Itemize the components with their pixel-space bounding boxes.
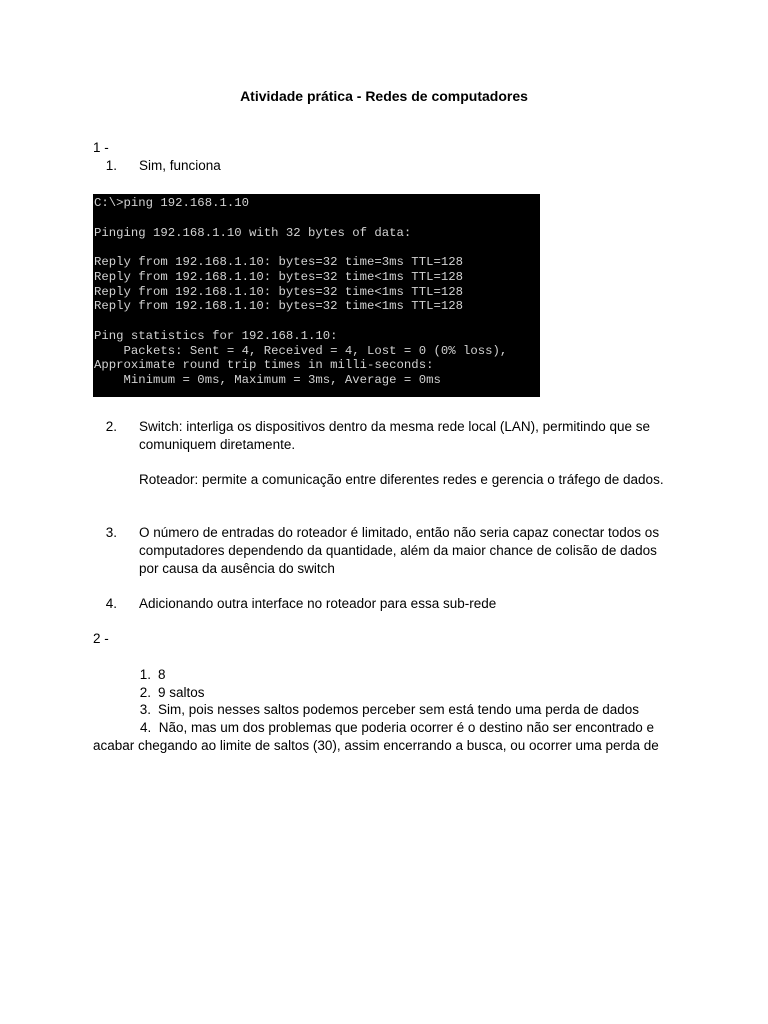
ping-console-screenshot [93, 194, 540, 397]
console-line: Reply from 192.168.1.10: bytes=32 time=3ms TTL=128 [94, 255, 463, 269]
console-line: Approximate round trip times in milli-seconds: [94, 358, 434, 372]
console-line: Minimum = 0ms, Maximum = 3ms, Average = 0ms [94, 373, 441, 387]
list-item-text: Roteador: permite a comunicação entre diferentes redes e gerencia o tráfego de dados. [139, 472, 664, 487]
console-line: Ping statistics for 192.168.1.10: [94, 329, 338, 343]
console-line: C:\>ping 192.168.1.10 [94, 196, 249, 210]
list-item-number: 4. [105, 596, 117, 611]
document-title: Atividade prática - Redes de computadores [240, 88, 528, 104]
console-line: Packets: Sent = 4, Received = 4, Lost = 0 (0% loss), [94, 344, 508, 358]
console-line: Reply from 192.168.1.10: bytes=32 time<1ms TTL=128 [94, 299, 463, 313]
section-1-label: 1 - [93, 140, 109, 155]
list-item-text: Sim, pois nesses saltos podemos perceber sem está tendo uma perda de dados [158, 702, 640, 717]
list-item-text: O número de entradas do roteador é limitado, então não seria capaz conectar todos os computadores dependendo da quantidade, além da maior chance de colisão de dados por causa da ausência do switch [139, 525, 660, 576]
console-line: Pinging 192.168.1.10 with 32 bytes of data: [94, 226, 412, 240]
list-item-text: Adicionando outra interface no roteador para essa sub-rede [139, 596, 497, 611]
list-item-number: 3. [139, 702, 151, 717]
list-item-number: 3. [105, 525, 117, 540]
list-item-text: 9 saltos [158, 685, 205, 700]
console-line: Reply from 192.168.1.10: bytes=32 time<1ms TTL=128 [94, 285, 463, 299]
list-item-number: 1. [139, 667, 151, 682]
list-item-text: Sim, funciona [139, 158, 221, 173]
list-item-number: 2. [139, 685, 151, 700]
list-item-text [93, 719, 673, 755]
list-item-number: 2. [105, 419, 117, 434]
list-item-text: Switch: interliga os dispositivos dentro da mesma rede local (LAN), permitindo que se comuniquem diretamente. [139, 419, 650, 452]
console-line: Reply from 192.168.1.10: bytes=32 time<1ms TTL=128 [94, 270, 463, 284]
list-item-number: 4. [140, 720, 152, 735]
list-item-number: 1. [105, 158, 117, 173]
list-item-body: Não, mas um dos problemas que poderia ocorrer é o destino não ser encontrado e acabar chegando ao limite de saltos (30), assim encerrando a busca, ou ocorrer uma perda de [93, 720, 659, 753]
section-2-label: 2 - [93, 631, 109, 646]
list-item-text: 8 [158, 667, 166, 682]
